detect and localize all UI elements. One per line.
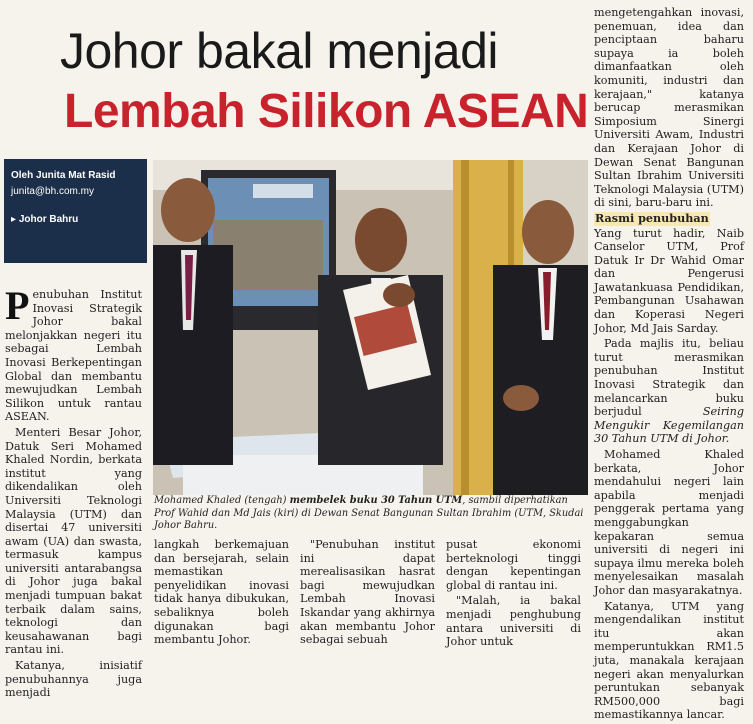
subheading: Rasmi penubuhan xyxy=(595,210,709,225)
byline-author: Oleh Junita Mat Rasid xyxy=(11,170,116,181)
col5-p3 xyxy=(594,337,744,446)
photo-illustration xyxy=(153,160,588,495)
col5-p2: Yang turut hadir, Naib Canselor UTM, Prof Datuk Ir Dr Wahid Omar dan Pengerusi Jawatankuasa Pendidikan, Pembangunan Usahawan dan Koperasi Negeri Johor, Md Jais Sarday. xyxy=(594,226,744,335)
byline-location-text: Johor Bahru xyxy=(18,214,79,225)
col4-p2: "Malah, ia bakal menjadi penghubung antara universiti di Johor untuk xyxy=(446,594,581,649)
caption-name: Mohamed Khaled (tengah) xyxy=(154,495,287,506)
byline-location xyxy=(11,214,78,225)
col5-p1: mengetengahkan inovasi, penemuan, idea dan penciptaan baharu supaya ia boleh dimanfaatkan oleh komuniti, industri dan kerajaan," katanya berucap merasmikan Simposium Sinergi Universiti Awam, Industri dan Kerajaan Johor di Dewan Senat Bangunan Sultan Ibrahim Universiti Teknologi Malaysia (UTM) di sini, baru-baru ini. xyxy=(594,6,744,210)
column-3 xyxy=(300,538,435,649)
byline-email[interactable]: junita@bh.com.my xyxy=(11,186,94,197)
book-title: Seiring Mengukir Kegemilangan 30 Tahun UTM xyxy=(594,405,744,446)
col5-p3-end: di Johor. xyxy=(682,432,730,446)
col1-p2: Menteri Besar Johor, Datuk Seri Mohamed Khaled Nordin, berkata institut yang dikendalikan oleh Universiti Teknologi Malaysia (UTM) dan disertai 47 universiti awam (UA) dan swasta, termasuk kampus universiti antarabangsa di Johor juga bakal menjadi tumpuan bakat terbaik dalam sains, teknologi dan keusahawanan bagi rantau ini. xyxy=(5,425,142,657)
col3-text: "Penubuhan institut ini dapat merealisasikan hasrat bagi mewujudkan Lembah Inovasi Iskandar yang akhirnya akan membantu Johor sebagai sebuah xyxy=(300,538,435,647)
col1-p1: enubuhan Institut Inovasi Strategik Johor bakal melonjakkan negeri itu sebagai Lembah Inovasi Berkepentingan Global dan membantu mewujudkan Lembah Silikon untuk rantau ASEAN. xyxy=(5,288,142,424)
lead-paragraph xyxy=(5,283,142,424)
col1-p3: Katanya, inisiatif penubuhannya juga menjadi xyxy=(5,659,142,700)
col5-p5: Katanya, UTM yang mengendalikan institut itu akan memperuntukkan RM1.5 juta, manakala kerajaan negeri akan menyalurkan peruntukan sebanyak RM500,000 bagi memastikannya lancar. xyxy=(594,599,744,722)
column-2 xyxy=(154,538,289,649)
col5-p3-text: Pada majlis itu, beliau turut merasmikan penubuhan Institut Inovasi Strategik dan melancarkan buku berjudul xyxy=(594,337,744,419)
article-photo xyxy=(153,160,588,495)
column-4 xyxy=(446,538,581,651)
col4-p1: pusat ekonomi berteknologi tinggi dengan kepentingan global di rantau ini. xyxy=(446,538,581,592)
col2-text: langkah berkemajuan dan bersejarah, selain memastikan penyelidikan inovasi tidak hanya dibukukan, sebaliknya boleh digunakan bagi membantu Johor. xyxy=(154,538,289,647)
col5-p4: Mohamed Khaled berkata, Johor mendahului negeri lain apabila menjadi penggerak pertama yang menggabungkan kepakaran semua universiti di negeri ini supaya ilmu mereka boleh menyelesaikan masalah Johor dan masyarakatnya. xyxy=(594,448,744,597)
location-marker-icon: ▸ xyxy=(11,214,19,225)
caption-action: membelek buku 30 Tahun UTM xyxy=(289,495,463,506)
caption-rest: , sambil diperhatikan Prof Wahid dan Md Jais (kiri) di Dewan Senat Bangunan Sultan Ibrahim (UTM, Skudai Johor Bahru. xyxy=(154,495,584,531)
byline-box xyxy=(4,159,147,263)
drop-cap: P xyxy=(5,283,30,328)
column-5 xyxy=(594,6,744,724)
photo-caption xyxy=(154,495,590,533)
headline-line2: Lembah Silikon ASEAN xyxy=(64,85,589,138)
headline-line1: Johor bakal menjadi xyxy=(60,23,498,79)
column-1 xyxy=(5,283,142,702)
